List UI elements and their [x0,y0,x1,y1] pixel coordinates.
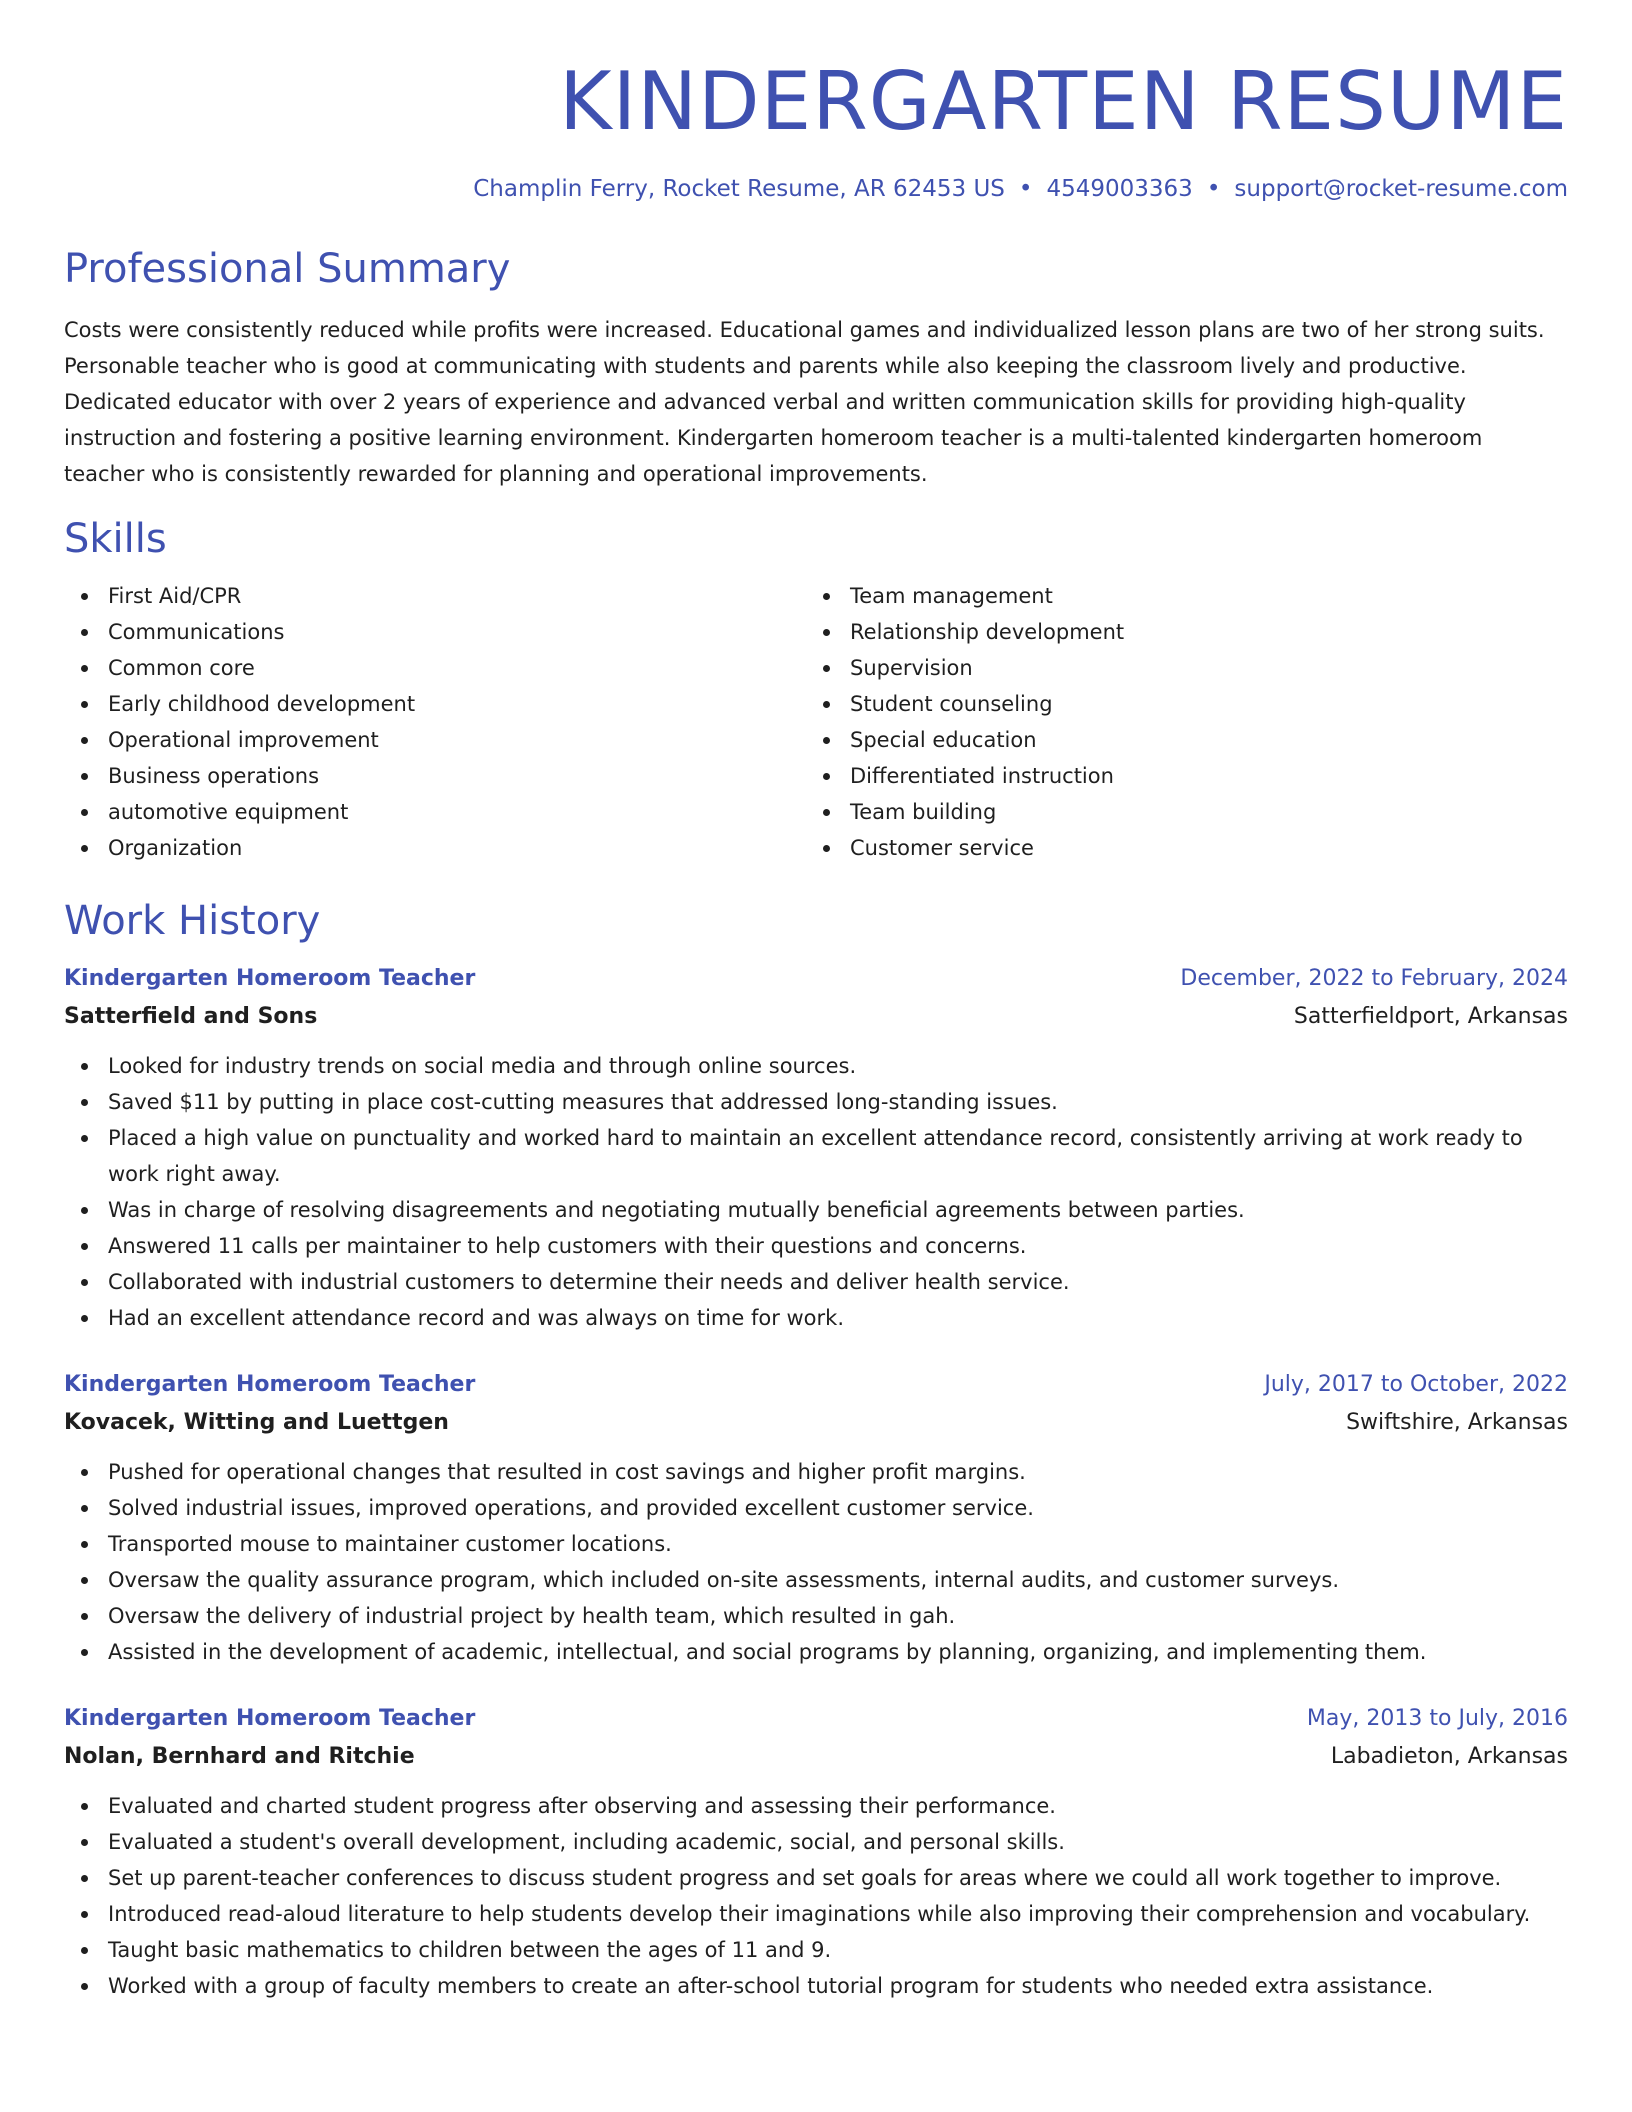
skill-item: Team management [806,578,1548,614]
job-duty: Evaluated and charted student progress after observing and assessing their performance. [64,1788,1568,1824]
job-entry [64,960,1568,1336]
job-duty: Collaborated with industrial customers to determine their needs and deliver health service. [64,1264,1568,1300]
resume-page [64,0,1568,2004]
summary-text: Costs were consistently reduced while profits were increased. Educational games and individualized lesson plans are two of her strong suits. Personable teacher who is good at communicating with students and parents while also keeping the classroom lively and productive. Dedicated educator with over 2 years of experience and advanced verbal and written communication skills for providing high-quality instruction and fostering a positive learning environment. Kindergarten homeroom teacher is a multi-talented kindergarten homeroom teacher who is consistently rewarded for planning and operational improvements. [64,318,1545,486]
job-company-row [64,1404,1568,1442]
job-company: Nolan, Bernhard and Ritchie [64,1744,415,1769]
summary-heading: Professional Summary [64,246,511,292]
job-title: Kindergarten Homeroom Teacher [64,1372,476,1397]
skills-column-right [806,578,1548,866]
job-duty: Had an excellent attendance record and was always on time for work. [64,1300,1568,1336]
job-company: Satterfield and Sons [64,1004,318,1029]
work-history-heading: Work History [64,898,321,944]
job-dates: May, 2013 to July, 2016 [1306,1706,1568,1731]
job-location: Swiftshire, Arkansas [1346,1410,1568,1435]
job-duty: Assisted in the development of academic, intellectual, and social programs by planning, organizing, and implementing them. [64,1634,1568,1670]
contact-separator: • [1018,176,1033,202]
job-dates: July, 2017 to October, 2022 [1264,1372,1568,1397]
contact-phone: 4549003363 [1046,176,1193,202]
job-duty: Answered 11 calls per maintainer to help customers with their questions and concerns. [64,1228,1568,1264]
job-duties-list [64,1454,1568,1670]
job-duty: Introduced read-aloud literature to help students develop their imaginations while also improving their comprehension and vocabulary. [64,1896,1568,1932]
skill-item: Relationship development [806,614,1548,650]
contact-email: support@rocket-resume.com [1234,176,1568,202]
skill-item: automotive equipment [64,794,806,830]
job-duty: Oversaw the delivery of industrial project by health team, which resulted in gah. [64,1598,1568,1634]
job-entry [64,1700,1568,2004]
job-title: Kindergarten Homeroom Teacher [64,1706,476,1731]
skill-item: Communications [64,614,806,650]
job-header-row [64,1366,1568,1404]
skill-item: Operational improvement [64,722,806,758]
job-duty: Evaluated a student's overall development, including academic, social, and personal skills. [64,1824,1568,1860]
job-duty: Saved $11 by putting in place cost-cutting measures that addressed long-standing issues. [64,1084,1568,1120]
job-title: Kindergarten Homeroom Teacher [64,966,476,991]
skill-item: Supervision [806,650,1548,686]
skill-item: Common core [64,650,806,686]
skills-heading: Skills [64,516,167,562]
job-duty: Oversaw the quality assurance program, which included on-site assessments, internal audits, and customer surveys. [64,1562,1568,1598]
job-duty: Was in charge of resolving disagreements and negotiating mutually beneficial agreements between parties. [64,1192,1568,1228]
job-duty: Taught basic mathematics to children between the ages of 11 and 9. [64,1932,1568,1968]
job-company-row [64,1738,1568,1776]
job-entry [64,1366,1568,1670]
job-duty: Placed a high value on punctuality and worked hard to maintain an excellent attendance record, consistently arriving at work ready to work right away. [64,1120,1568,1192]
job-duty: Looked for industry trends on social media and through online sources. [64,1048,1568,1084]
contact-separator: • [1206,176,1221,202]
skill-item: Team building [806,794,1548,830]
skill-item: Early childhood development [64,686,806,722]
job-location: Labadieton, Arkansas [1330,1744,1568,1769]
job-header-row [64,1700,1568,1738]
job-duty: Worked with a group of faculty members to create an after-school tutorial program for students who needed extra assistance. [64,1968,1568,2004]
job-company: Kovacek, Witting and Luettgen [64,1410,449,1435]
contact-address: Champlin Ferry, Rocket Resume, AR 62453 US [473,176,1005,202]
job-dates: December, 2022 to February, 2024 [1180,966,1568,991]
skills-grid [64,578,1568,866]
skills-column-left [64,578,806,866]
job-duties-list [64,1788,1568,2004]
skill-item: Business operations [64,758,806,794]
skill-item: Special education [806,722,1548,758]
contact-line [64,174,1568,204]
job-duty: Set up parent-teacher conferences to discuss student progress and set goals for areas where we could all work together to improve. [64,1860,1568,1896]
skill-item: Organization [64,830,806,866]
skill-item: Differentiated instruction [806,758,1548,794]
skill-item: Student counseling [806,686,1548,722]
job-duty: Pushed for operational changes that resulted in cost savings and higher profit margins. [64,1454,1568,1490]
job-location: Satterfieldport, Arkansas [1293,1004,1568,1029]
skill-item: First Aid/CPR [64,578,806,614]
job-duties-list [64,1048,1568,1336]
job-header-row [64,960,1568,998]
resume-name: KINDERGARTEN RESUME [559,55,1568,148]
job-duty: Transported mouse to maintainer customer locations. [64,1526,1568,1562]
skill-item: Customer service [806,830,1548,866]
job-company-row [64,998,1568,1036]
job-duty: Solved industrial issues, improved operations, and provided excellent customer service. [64,1490,1568,1526]
